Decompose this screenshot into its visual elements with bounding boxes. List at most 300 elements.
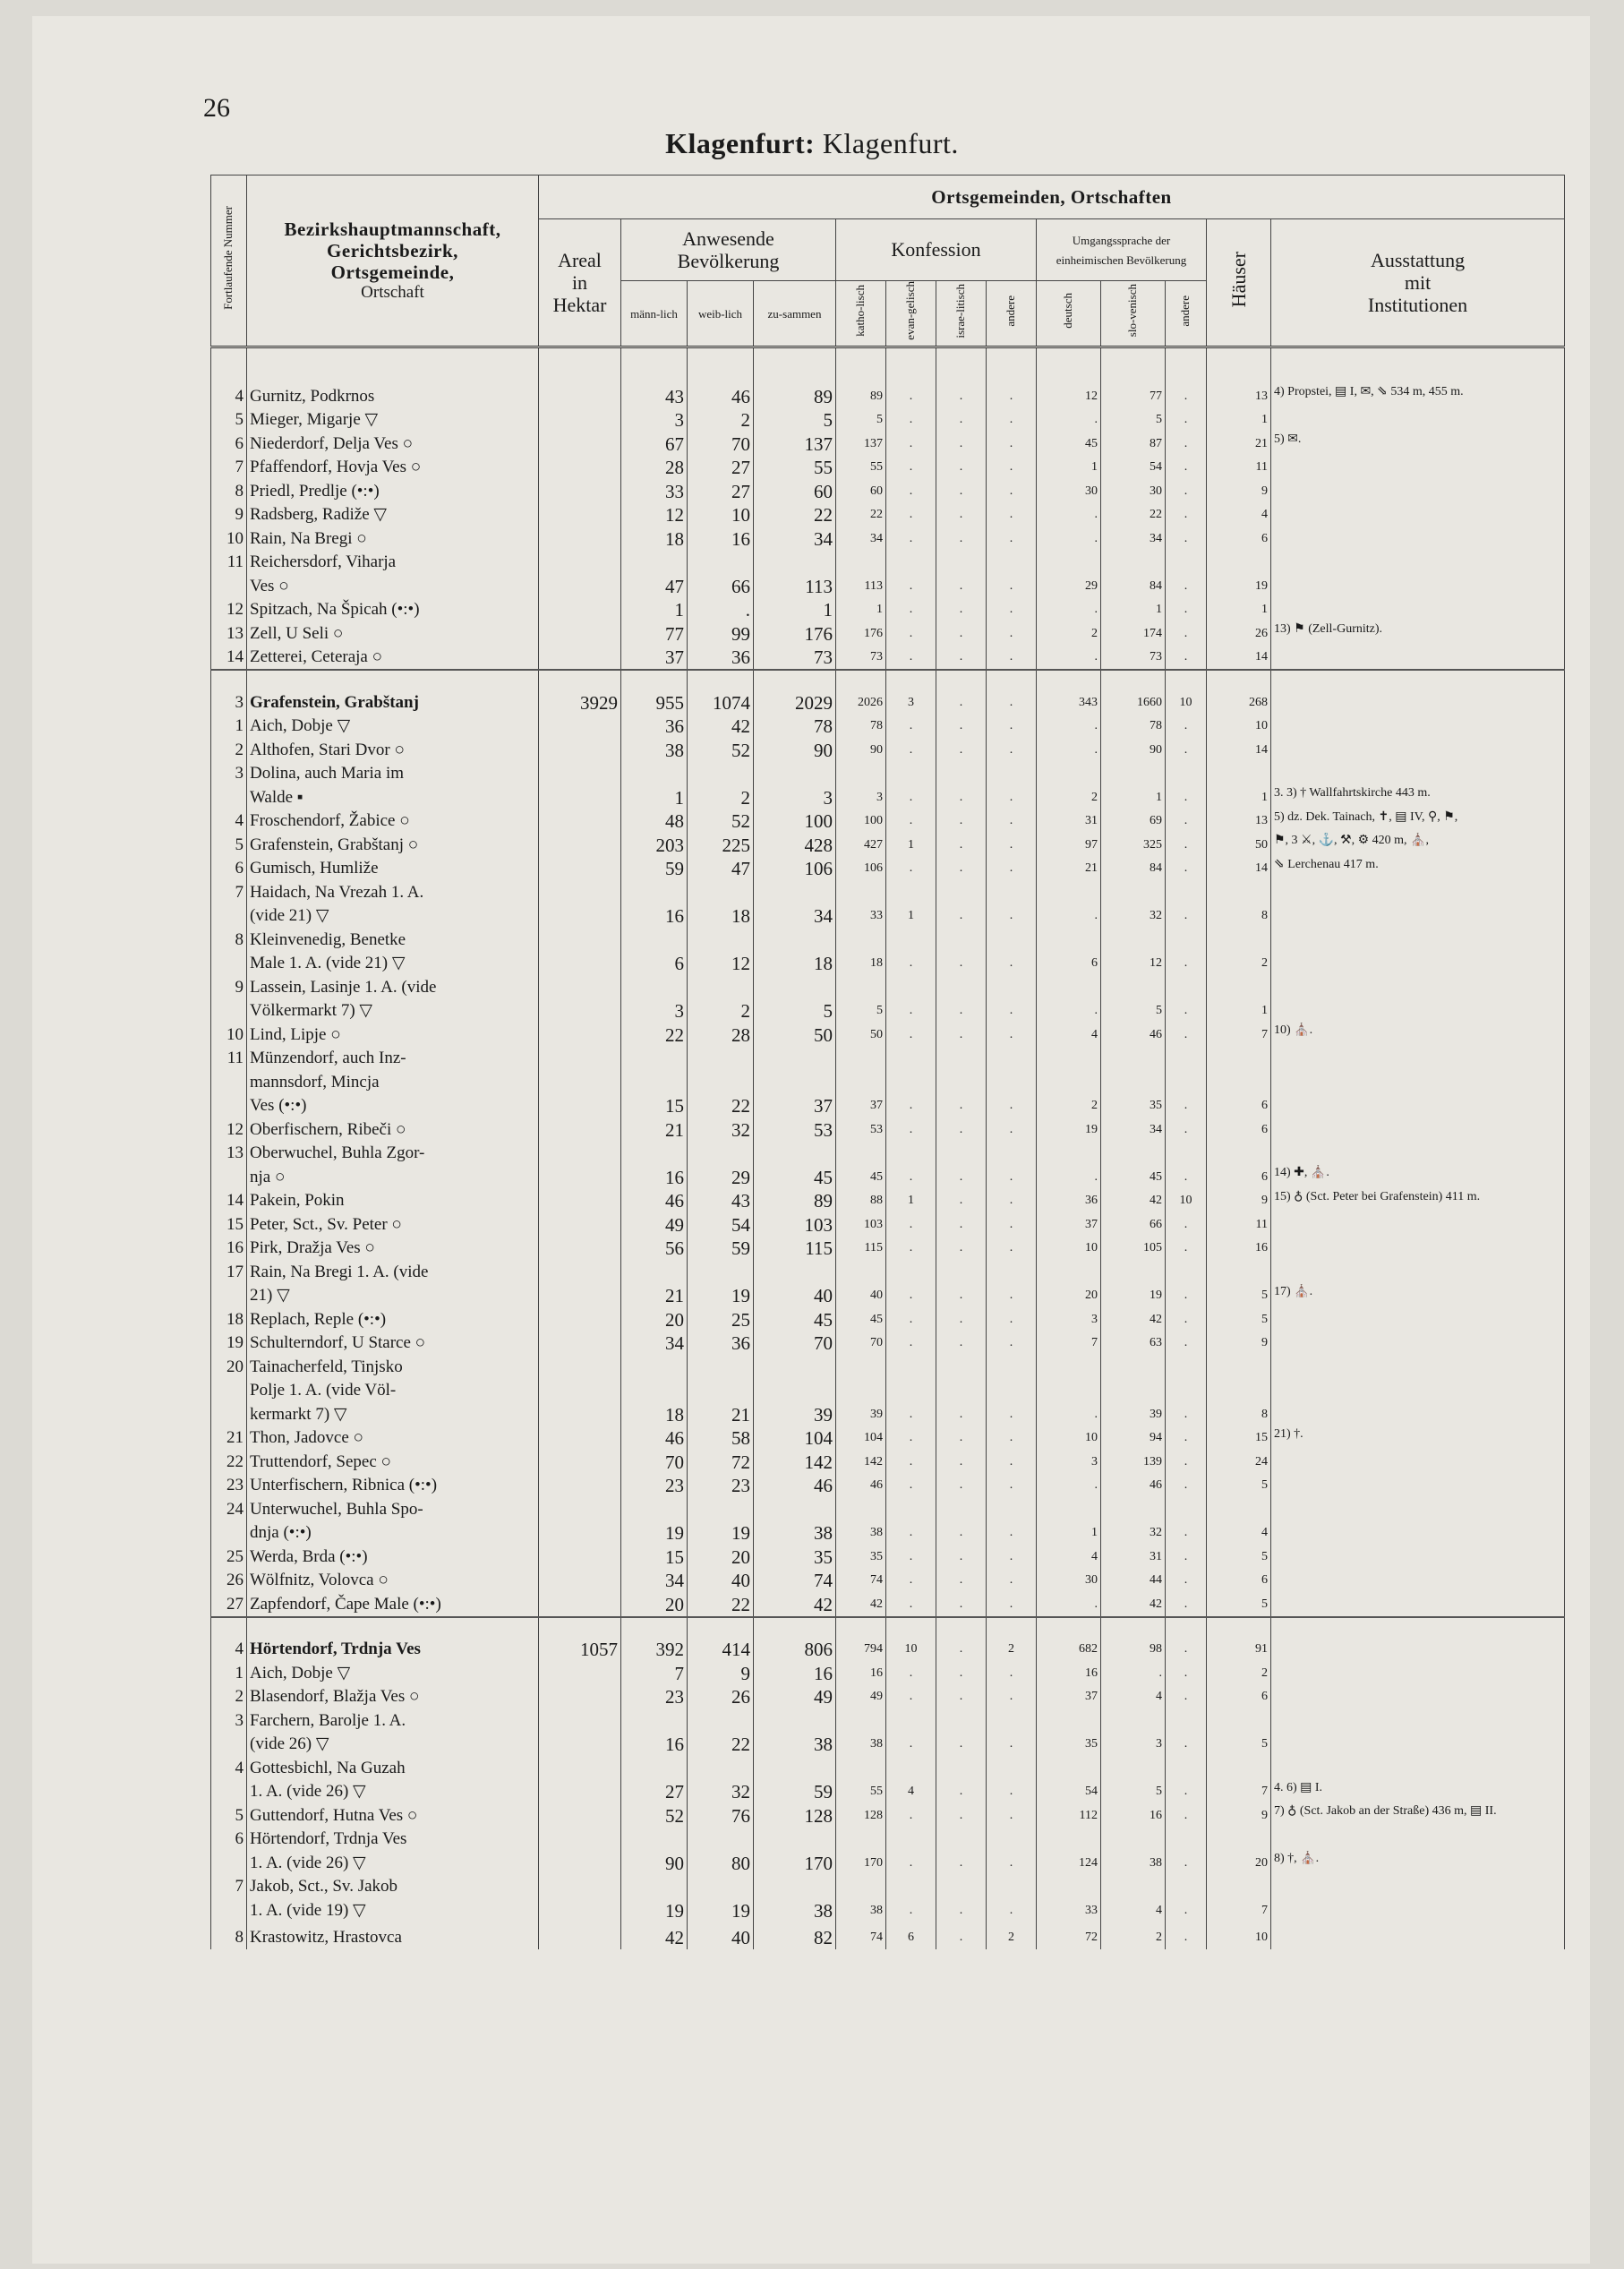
cell-slovenian [1101, 1047, 1166, 1071]
cell-evangelical: . [886, 1733, 936, 1757]
cell-houses [1207, 880, 1271, 904]
cell-evangelical: . [886, 503, 936, 527]
cell-israelite: . [936, 1733, 987, 1757]
cell-areal [539, 1237, 621, 1261]
cell-catholic: 60 [836, 479, 886, 503]
cell-catholic: 50 [836, 1023, 886, 1047]
cell-institutions [1271, 1307, 1565, 1331]
cell-catholic: 794 [836, 1617, 886, 1662]
cell-houses: 5 [1207, 1284, 1271, 1308]
cell-male: 19 [621, 1898, 688, 1922]
cell-total: 40 [754, 1284, 836, 1308]
cell-row-number: 21 [211, 1426, 247, 1451]
cell-areal [539, 408, 621, 432]
cell-areal: 3929 [539, 670, 621, 715]
cell-german: 2 [1037, 785, 1101, 809]
cell-areal [539, 1379, 621, 1403]
table-row [211, 1426, 1565, 1451]
cell-institutions: 3. 3) † Wallfahrtskirche 443 m. [1271, 785, 1565, 809]
cell-evangelical [886, 928, 936, 952]
cell-evangelical: . [886, 1307, 936, 1331]
statistics-table [210, 175, 1565, 1949]
cell-institutions [1271, 999, 1565, 1023]
cell-male: 52 [621, 1803, 688, 1828]
cell-institutions [1271, 1142, 1565, 1166]
cell-other-confession: . [987, 1685, 1037, 1709]
cell-male: 1 [621, 785, 688, 809]
cell-evangelical [886, 1875, 936, 1899]
cell-total [754, 551, 836, 575]
cell-institutions [1271, 1617, 1565, 1662]
cell-male: 33 [621, 479, 688, 503]
cell-row-number: 4 [211, 1756, 247, 1780]
cell-catholic: 45 [836, 1165, 886, 1189]
cell-male [621, 1070, 688, 1094]
cell-row-number: 8 [211, 928, 247, 952]
cell-row-number: 24 [211, 1497, 247, 1521]
cell-institutions [1271, 904, 1565, 929]
cell-slovenian [1101, 975, 1166, 999]
cell-female: 66 [688, 574, 754, 598]
cell-german: 97 [1037, 833, 1101, 857]
cell-other-confession: . [987, 408, 1037, 432]
cell-areal [539, 479, 621, 503]
cell-houses [1207, 1142, 1271, 1166]
cell-evangelical: . [886, 1094, 936, 1118]
cell-row-number: 15 [211, 1212, 247, 1237]
cell-israelite [936, 1355, 987, 1379]
cell-other-language: . [1166, 1331, 1207, 1356]
cell-israelite: . [936, 1592, 987, 1617]
cell-israelite: . [936, 1237, 987, 1261]
cell-other-confession: . [987, 1545, 1037, 1569]
cell-male [621, 1260, 688, 1284]
cell-slovenian [1101, 1828, 1166, 1852]
cell-areal [539, 857, 621, 881]
cell-total [754, 762, 836, 786]
cell-other-language: . [1166, 1117, 1207, 1142]
table-row [211, 1402, 1565, 1426]
cell-female: 22 [688, 1592, 754, 1617]
cell-evangelical: . [886, 952, 936, 976]
cell-other-language: . [1166, 621, 1207, 646]
cell-areal [539, 738, 621, 762]
cell-german: 21 [1037, 857, 1101, 881]
cell-row-number: 5 [211, 408, 247, 432]
cell-areal [539, 1450, 621, 1474]
cell-row-number: 5 [211, 833, 247, 857]
cell-evangelical: . [886, 1661, 936, 1685]
cell-row-number: 7 [211, 1875, 247, 1899]
cell-other-confession: . [987, 1307, 1037, 1331]
cell-row-number: 3 [211, 1708, 247, 1733]
cell-slovenian: 98 [1101, 1617, 1166, 1662]
cell-female [688, 1355, 754, 1379]
cell-areal [539, 1165, 621, 1189]
cell-german: 1 [1037, 456, 1101, 480]
table-row [211, 1237, 1565, 1261]
cell-institutions [1271, 1592, 1565, 1617]
cell-israelite: . [936, 408, 987, 432]
cell-female: 36 [688, 646, 754, 671]
cell-institutions [1271, 408, 1565, 432]
cell-evangelical: . [886, 347, 936, 408]
cell-israelite: . [936, 1212, 987, 1237]
cell-evangelical: . [886, 1165, 936, 1189]
cell-areal [539, 1545, 621, 1569]
cell-female: 47 [688, 857, 754, 881]
cell-place-name: Pfaffendorf, Hovja Ves ○ [247, 456, 539, 480]
cell-catholic: 45 [836, 1307, 886, 1331]
cell-institutions [1271, 1070, 1565, 1094]
cell-total [754, 1047, 836, 1071]
cell-male: 42 [621, 1922, 688, 1949]
cell-israelite [936, 928, 987, 952]
cell-other-language [1166, 551, 1207, 575]
cell-female [688, 975, 754, 999]
page-title-rest: Klagenfurt. [815, 127, 959, 159]
cell-female: 22 [688, 1094, 754, 1118]
cell-female: 72 [688, 1450, 754, 1474]
table-row [211, 1545, 1565, 1569]
table-body [211, 347, 1565, 1949]
cell-israelite: . [936, 1685, 987, 1709]
cell-evangelical: . [886, 1898, 936, 1922]
cell-catholic: 40 [836, 1284, 886, 1308]
cell-place-name: Hörtendorf, Trdnja Ves [247, 1828, 539, 1852]
cell-israelite: . [936, 715, 987, 739]
cell-institutions [1271, 1545, 1565, 1569]
cell-catholic [836, 975, 886, 999]
cell-total: 142 [754, 1450, 836, 1474]
cell-other-confession: . [987, 1450, 1037, 1474]
cell-catholic [836, 1379, 886, 1403]
cell-other-language [1166, 1708, 1207, 1733]
cell-total [754, 1355, 836, 1379]
cell-evangelical [886, 1828, 936, 1852]
cell-female: . [688, 598, 754, 622]
cell-male: 955 [621, 670, 688, 715]
cell-israelite: . [936, 1117, 987, 1142]
cell-institutions [1271, 1661, 1565, 1685]
table-row [211, 1094, 1565, 1118]
cell-evangelical [886, 880, 936, 904]
cell-total [754, 928, 836, 952]
cell-houses: 11 [1207, 456, 1271, 480]
cell-other-confession: . [987, 598, 1037, 622]
cell-areal [539, 1898, 621, 1922]
table-row [211, 456, 1565, 480]
cell-other-language [1166, 975, 1207, 999]
cell-total: 22 [754, 503, 836, 527]
cell-total: 74 [754, 1569, 836, 1593]
cell-areal [539, 1685, 621, 1709]
cell-row-number [211, 1165, 247, 1189]
cell-male: 20 [621, 1592, 688, 1617]
cell-female: 36 [688, 1331, 754, 1356]
cell-other-confession [987, 551, 1037, 575]
cell-areal [539, 1260, 621, 1284]
header-zusammen: zu-sammen [754, 281, 836, 347]
cell-row-number [211, 952, 247, 976]
cell-place-name: Haidach, Na Vrezah 1. A. [247, 880, 539, 904]
cell-slovenian: 34 [1101, 1117, 1166, 1142]
cell-male: 19 [621, 1521, 688, 1545]
cell-row-number: 13 [211, 621, 247, 646]
cell-other-confession: . [987, 479, 1037, 503]
header-areal: Areal in Hektar [539, 219, 621, 347]
cell-catholic [836, 1497, 886, 1521]
cell-evangelical: . [886, 456, 936, 480]
cell-male [621, 1142, 688, 1166]
cell-other-language [1166, 1756, 1207, 1780]
cell-houses: 6 [1207, 1117, 1271, 1142]
cell-houses: 50 [1207, 833, 1271, 857]
cell-evangelical [886, 1379, 936, 1403]
table-row [211, 1733, 1565, 1757]
cell-israelite: . [936, 1898, 987, 1922]
cell-catholic: 137 [836, 432, 886, 456]
cell-other-language: . [1166, 1898, 1207, 1922]
cell-institutions [1271, 1828, 1565, 1852]
cell-male: 18 [621, 1402, 688, 1426]
cell-other-confession: 2 [987, 1922, 1037, 1949]
cell-catholic [836, 1260, 886, 1284]
cell-female: 43 [688, 1189, 754, 1213]
cell-place-name: Gumisch, Humliže [247, 857, 539, 881]
table-row [211, 1592, 1565, 1617]
cell-total: 78 [754, 715, 836, 739]
cell-female: 80 [688, 1851, 754, 1875]
cell-institutions [1271, 1331, 1565, 1356]
cell-male [621, 1047, 688, 1071]
page-title [0, 127, 1624, 160]
cell-other-language: 10 [1166, 670, 1207, 715]
table-row [211, 762, 1565, 786]
cell-other-confession [987, 1142, 1037, 1166]
cell-female: 52 [688, 809, 754, 834]
cell-areal [539, 1708, 621, 1733]
cell-other-confession [987, 880, 1037, 904]
cell-other-language: . [1166, 527, 1207, 551]
cell-catholic: 78 [836, 715, 886, 739]
cell-other-confession: . [987, 456, 1037, 480]
cell-other-confession: . [987, 1592, 1037, 1617]
cell-israelite: . [936, 1521, 987, 1545]
cell-evangelical: 10 [886, 1617, 936, 1662]
cell-institutions [1271, 670, 1565, 715]
header-andere-konfession: andere [987, 281, 1037, 347]
cell-place-name: Gurnitz, Podkrnos [247, 347, 539, 408]
table-row [211, 1875, 1565, 1899]
cell-institutions: ⚑, 3 ⚔, ⚓, ⚒, ⚙ 420 m, ⛪, [1271, 833, 1565, 857]
cell-male [621, 1497, 688, 1521]
cell-total: 3 [754, 785, 836, 809]
header-slovenisch: slo-venisch [1101, 281, 1166, 347]
cell-slovenian: 2 [1101, 1922, 1166, 1949]
cell-slovenian: 39 [1101, 1402, 1166, 1426]
cell-evangelical: . [886, 1592, 936, 1617]
cell-israelite [936, 1828, 987, 1852]
cell-catholic: 35 [836, 1545, 886, 1569]
cell-row-number [211, 1780, 247, 1804]
cell-catholic: 49 [836, 1685, 886, 1709]
cell-other-confession: . [987, 1780, 1037, 1804]
cell-female: 40 [688, 1922, 754, 1949]
cell-israelite: . [936, 857, 987, 881]
cell-place-name: Walde ▪ [247, 785, 539, 809]
cell-catholic [836, 880, 886, 904]
cell-institutions: 7) ♁ (Sct. Jakob an der Straße) 436 m, ▤ II. [1271, 1803, 1565, 1828]
cell-houses: 1 [1207, 408, 1271, 432]
cell-german: . [1037, 503, 1101, 527]
cell-other-language: . [1166, 1426, 1207, 1451]
cell-male: 203 [621, 833, 688, 857]
cell-evangelical: . [886, 715, 936, 739]
cell-evangelical: . [886, 1545, 936, 1569]
table-row [211, 1117, 1565, 1142]
cell-catholic: 128 [836, 1803, 886, 1828]
cell-houses: 9 [1207, 479, 1271, 503]
cell-other-confession: . [987, 574, 1037, 598]
cell-israelite: . [936, 1617, 987, 1662]
cell-german [1037, 1355, 1101, 1379]
table-row [211, 347, 1565, 408]
cell-place-name: Reichersdorf, Viharja [247, 551, 539, 575]
cell-total: 34 [754, 527, 836, 551]
table-row [211, 833, 1565, 857]
cell-female: 20 [688, 1545, 754, 1569]
cell-other-language: . [1166, 1922, 1207, 1949]
cell-israelite: . [936, 809, 987, 834]
header-israelitisch: israe-litisch [936, 281, 987, 347]
cell-israelite [936, 1756, 987, 1780]
cell-total [754, 1260, 836, 1284]
cell-institutions [1271, 738, 1565, 762]
cell-row-number: 20 [211, 1355, 247, 1379]
cell-place-name: Male 1. A. (vide 21) ▽ [247, 952, 539, 976]
cell-german [1037, 1497, 1101, 1521]
cell-other-confession: . [987, 952, 1037, 976]
cell-row-number: 3 [211, 762, 247, 786]
cell-areal [539, 1474, 621, 1498]
cell-other-language: 10 [1166, 1189, 1207, 1213]
cell-slovenian [1101, 551, 1166, 575]
table-row [211, 1685, 1565, 1709]
cell-institutions [1271, 975, 1565, 999]
cell-female: 2 [688, 785, 754, 809]
cell-other-confession: . [987, 999, 1037, 1023]
cell-slovenian: 19 [1101, 1284, 1166, 1308]
cell-houses: 9 [1207, 1803, 1271, 1828]
cell-institutions: 10) ⛪. [1271, 1023, 1565, 1047]
cell-other-language [1166, 762, 1207, 786]
cell-houses [1207, 762, 1271, 786]
cell-german [1037, 1142, 1101, 1166]
cell-slovenian: 78 [1101, 715, 1166, 739]
cell-place-name: Pirk, Dražja Ves ○ [247, 1237, 539, 1261]
cell-total: 46 [754, 1474, 836, 1498]
cell-row-number: 4 [211, 1617, 247, 1662]
cell-areal [539, 809, 621, 834]
header-katholisch: katho-lisch [836, 281, 886, 347]
cell-female: 54 [688, 1212, 754, 1237]
cell-houses: 5 [1207, 1545, 1271, 1569]
cell-german: . [1037, 408, 1101, 432]
cell-male: 56 [621, 1237, 688, 1261]
cell-place-name: Wölfnitz, Volovca ○ [247, 1569, 539, 1593]
cell-evangelical: . [886, 1569, 936, 1593]
cell-total: 73 [754, 646, 836, 671]
cell-male [621, 880, 688, 904]
cell-areal [539, 503, 621, 527]
cell-place-name: Spitzach, Na Špicah (•:•) [247, 598, 539, 622]
cell-male [621, 975, 688, 999]
header-ausstattung: Ausstattung mit Institutionen [1271, 219, 1565, 347]
cell-male: 15 [621, 1094, 688, 1118]
cell-row-number: 12 [211, 598, 247, 622]
cell-other-confession [987, 1708, 1037, 1733]
cell-male: 36 [621, 715, 688, 739]
cell-total: 104 [754, 1426, 836, 1451]
cell-institutions [1271, 1260, 1565, 1284]
cell-other-confession: . [987, 1023, 1037, 1047]
cell-row-number: 9 [211, 975, 247, 999]
cell-evangelical: . [886, 1117, 936, 1142]
cell-german: 10 [1037, 1237, 1101, 1261]
cell-total: 5 [754, 408, 836, 432]
cell-houses [1207, 1875, 1271, 1899]
cell-male: 49 [621, 1212, 688, 1237]
cell-place-name: Schulterndorf, U Starce ○ [247, 1331, 539, 1356]
cell-total: 53 [754, 1117, 836, 1142]
cell-female: 225 [688, 833, 754, 857]
cell-houses: 4 [1207, 503, 1271, 527]
table-row [211, 1047, 1565, 1071]
cell-slovenian: 5 [1101, 999, 1166, 1023]
cell-other-language: . [1166, 646, 1207, 671]
cell-other-language: . [1166, 738, 1207, 762]
cell-institutions [1271, 456, 1565, 480]
cell-male: 23 [621, 1685, 688, 1709]
page-title-bold: Klagenfurt: [665, 127, 816, 159]
cell-areal [539, 928, 621, 952]
table-row [211, 1331, 1565, 1356]
cell-institutions: 8) †, ⛪. [1271, 1851, 1565, 1875]
cell-catholic: 22 [836, 503, 886, 527]
cell-german [1037, 1047, 1101, 1071]
cell-female [688, 1142, 754, 1166]
cell-other-language: . [1166, 598, 1207, 622]
cell-slovenian [1101, 1070, 1166, 1094]
cell-total: 39 [754, 1402, 836, 1426]
table-row [211, 1284, 1565, 1308]
table-row [211, 975, 1565, 999]
cell-houses: 24 [1207, 1450, 1271, 1474]
cell-evangelical: . [886, 857, 936, 881]
table-row [211, 1379, 1565, 1403]
cell-slovenian: 45 [1101, 1165, 1166, 1189]
cell-israelite: . [936, 598, 987, 622]
table-row [211, 715, 1565, 739]
cell-other-confession: 2 [987, 1617, 1037, 1662]
cell-slovenian: 84 [1101, 857, 1166, 881]
cell-total: 82 [754, 1922, 836, 1949]
table-row [211, 1898, 1565, 1922]
cell-israelite: . [936, 1450, 987, 1474]
cell-houses: 19 [1207, 574, 1271, 598]
cell-houses: 5 [1207, 1307, 1271, 1331]
